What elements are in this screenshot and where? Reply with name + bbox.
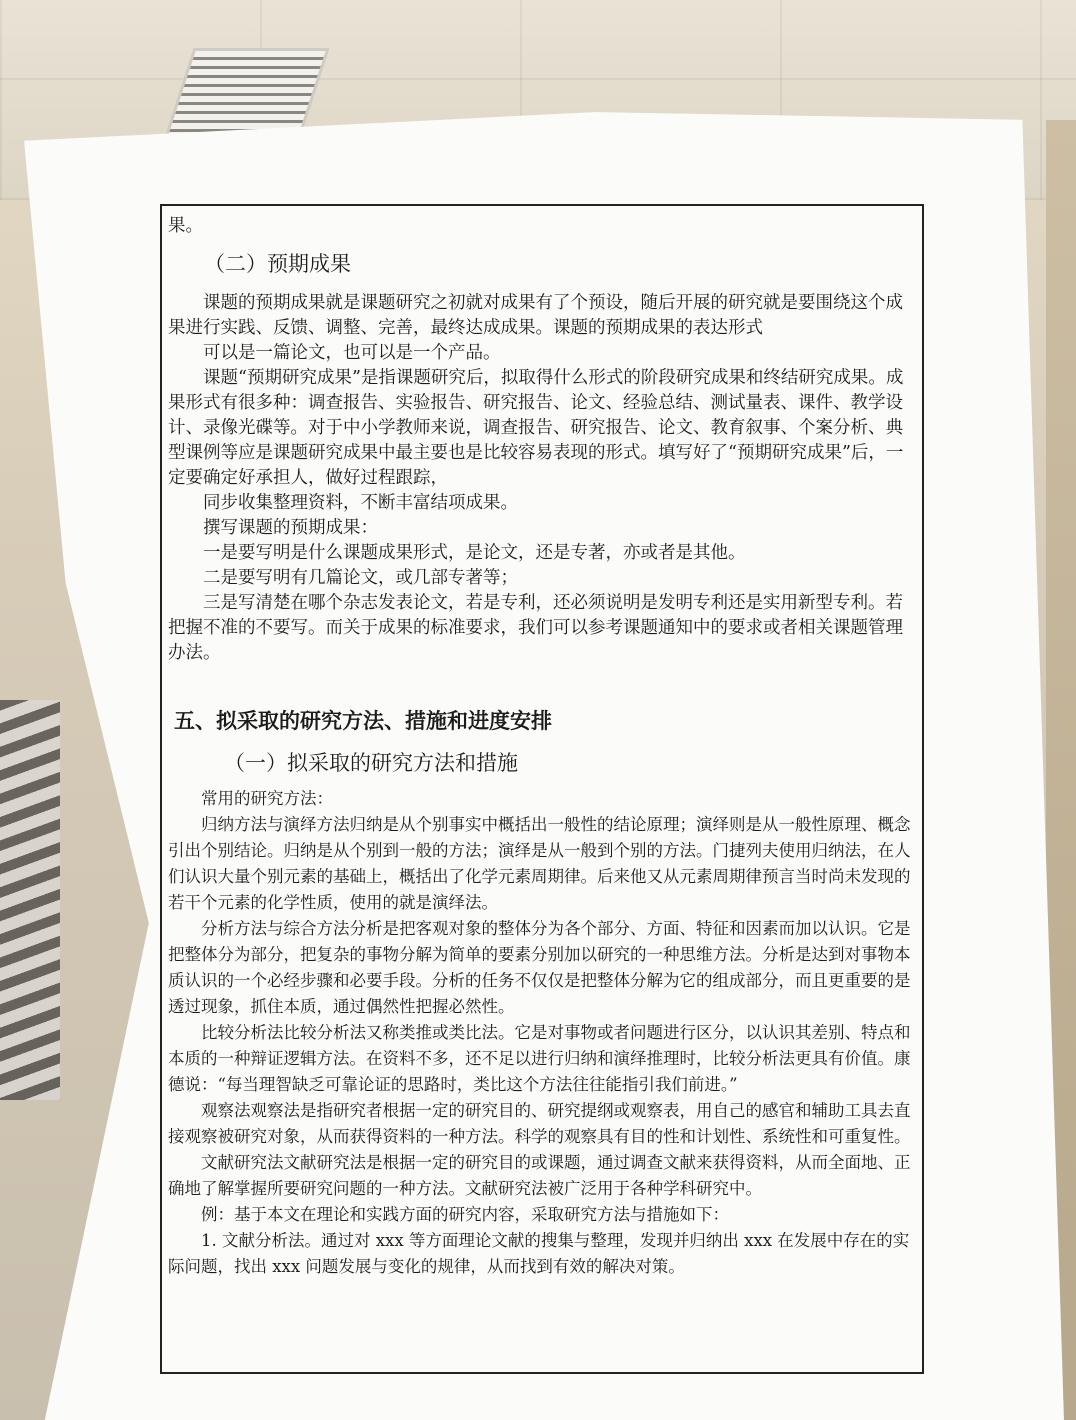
paragraph: 三是写清楚在哪个杂志发表论文，若是专利，还必须说明是发明专利还是实用新型专利。若把握不准的不要写。而关于成果的标准要求，我们可以参考课题通知中的要求或者相关课题管理办法。 xyxy=(168,593,903,663)
carryover-text: 果。 xyxy=(168,216,203,236)
paragraph: 一是要写明是什么课题成果形式，是论文，还是专著，亦或者是其他。 xyxy=(203,543,746,563)
paragraph: 撰写课题的预期成果： xyxy=(203,518,378,538)
paragraph: 可以是一篇论文，也可以是一个产品。 xyxy=(203,343,501,363)
section-five-subtitle: （一）拟采取的研究方法和措施 xyxy=(224,751,518,775)
paragraph: 同步收集整理资料，不断丰富结项成果。 xyxy=(203,493,518,513)
paragraph: 二是要写明有几篇论文，或几部专著等； xyxy=(203,568,518,588)
paragraph: 观察法观察法是指研究者根据一定的研究目的、研究提纲或观察表，用自己的感官和辅助工具去直接观察被研究对象，从而获得资料的一种方法。科学的观察具有目的性和计划性、系统性和可重复性。 xyxy=(168,1101,911,1146)
paragraph: 文献研究法文献研究法是根据一定的研究目的或课题，通过调查文献来获得资料，从而全面地、正确地了解掌握所要研究问题的一种方法。文献研究法被广泛用于各种学科研究中。 xyxy=(168,1153,911,1198)
section-five-title: 五、拟采取的研究方法、措施和进度安排 xyxy=(174,708,552,733)
heading-expected-results: （二）预期成果 xyxy=(204,252,351,276)
paragraph: 归纳方法与演绎方法归纳是从个别事实中概括出一般性的结论原理；演绎则是从一般性原理、概念引出个别结论。归纳是从个别到一般的方法；演绎是从一般到个别的方法。门捷列夫使用归纳法，在人们认识大量个别元素的基础上，概括出了化学元素周期律。后来他又从元素周期律预言当时尚未发现的若干个元素的化学性质，使用的就是演绎法。 xyxy=(168,815,911,912)
document-body xyxy=(168,214,916,1280)
methods-section xyxy=(168,786,916,1280)
paragraph: 1. 文献分析法。通过对 xxx 等方面理论文献的搜集与整理，发现并归纳出 xxx 在发展中存在的实际问题，找出 xxx 问题发展与变化的规律，从而找到有效的解决对策。 xyxy=(168,1231,910,1276)
paragraph: 例：基于本文在理论和实践方面的研究内容，采取研究方法与措施如下： xyxy=(201,1205,729,1224)
paragraph: 课题的预期成果就是课题研究之初就对成果有了个预设，随后开展的研究就是要围绕这个成果进行实践、反馈、调整、完善，最终达成成果。课题的预期成果的表达形式 xyxy=(168,293,903,338)
paragraph: 比较分析法比较分析法又称类推或类比法。它是对事物或者问题进行区分，以认识其差别、特点和本质的一种辩证逻辑方法。在资料不多，还不足以进行归纳和演绎推理时，比较分析法更具有价值。康德说：“每当理智缺乏可靠论证的思路时，类比这个方法往往能指引我们前进。” xyxy=(168,1023,911,1094)
paragraph: 课题“预期研究成果”是指课题研究后，拟取得什么形式的阶段研究成果和终结研究成果。成果形式有很多种：调查报告、实验报告、研究报告、论文、经验总结、测试量表、课件、教学设计、录像光碟等。对于中小学教师来说，调查报告、研究报告、论文、教育叙事、个案分析、典型课例等应是课题研究成果中最主要也是比较容易表现的形式。填写好了“预期研究成果”后，一定要确定好承担人，做好过程跟踪， xyxy=(168,368,904,488)
paragraph: 分析方法与综合方法分析是把客观对象的整体分为各个部分、方面、特征和因素而加以认识。它是把整体分为部分，把复杂的事物分解为简单的要素分别加以研究的一种思维方法。分析是达到对事物本质认识的一个必经步骤和必要手段。分析的任务不仅仅是把整体分解为它的组成部分，而且更重要的是透过现象，抓住本质，通过偶然性把握必然性。 xyxy=(168,919,911,1016)
paragraph: 常用的研究方法： xyxy=(201,789,333,808)
background-clothing xyxy=(0,700,60,1100)
